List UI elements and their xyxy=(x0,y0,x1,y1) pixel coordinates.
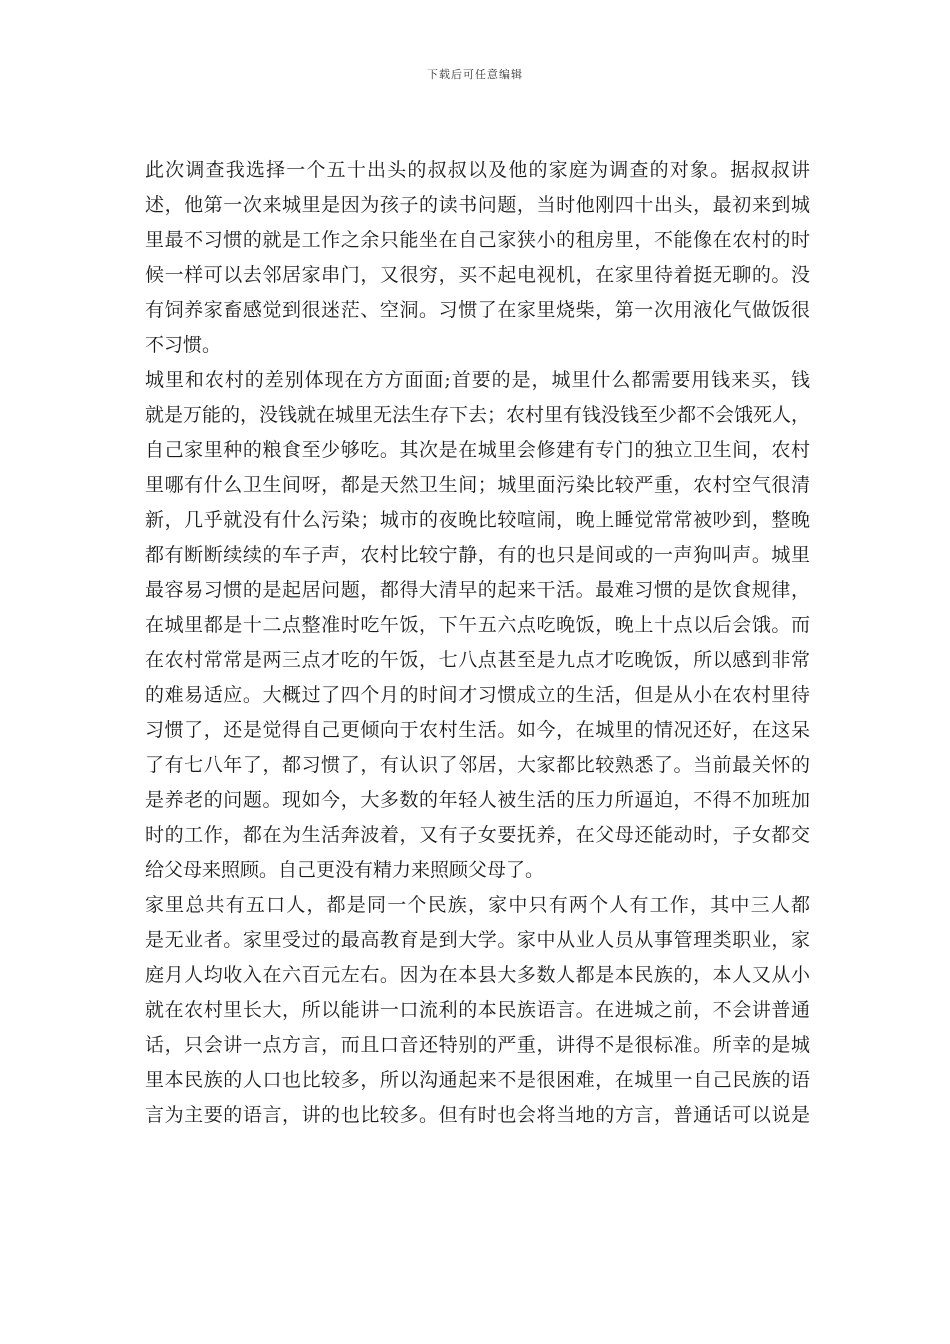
text-line: 城里和农村的差别体现在方方面面;首要的是，城里什么都需要用钱来买，钱 xyxy=(145,369,810,391)
paragraph-3 xyxy=(145,888,810,1133)
text-line: 自己家里种的粮食至少够吃。其次是在城里会修建有专门的独立卫生间，农村 xyxy=(145,439,810,461)
page-header-note: 下载后可任意编辑 xyxy=(427,68,523,81)
text-line: 在城里都是十二点整准时吃午饭，下午五六点吃晚饭，晚上十点以后会饿。而 xyxy=(145,614,810,636)
text-line: 言为主要的语言，讲的也比较多。但有时也会将当地的方言，普通话可以说是 xyxy=(145,1104,810,1126)
text-line: 最容易习惯的是起居问题，都得大清早的起来干活。最难习惯的是饮食规律， xyxy=(145,579,810,601)
text-line: 候一样可以去邻居家串门，又很穷，买不起电视机，在家里待着挺无聊的。没 xyxy=(145,264,810,286)
text-line: 了有七八年了，都习惯了，有认识了邻居，大家都比较熟悉了。当前最关怀的 xyxy=(145,754,810,776)
text-line: 有饲养家畜感觉到很迷茫、空洞。习惯了在家里烧柴，第一次用液化气做饭很 xyxy=(145,299,810,321)
text-line: 家里总共有五口人，都是同一个民族，家中只有两个人有工作，其中三人都 xyxy=(145,894,810,916)
text-line: 不习惯。 xyxy=(145,334,222,356)
text-line: 是无业者。家里受过的最高教育是到大学。家中从业人员从事管理类职业，家 xyxy=(145,929,810,951)
text-line: 的难易适应。大概过了四个月的时间才习惯成立的生活，但是从小在农村里待 xyxy=(145,684,810,706)
text-line: 庭月人均收入在六百元左右。因为在本县大多数人都是本民族的，本人又从小 xyxy=(145,964,810,986)
text-line: 给父母来照顾。自己更没有精力来照顾父母了。 xyxy=(145,859,545,881)
text-line: 里哪有什么卫生间呀，都是天然卫生间；城里面污染比较严重，农村空气很清 xyxy=(145,474,810,496)
text-line: 就是万能的，没钱就在城里无法生存下去；农村里有钱没钱至少都不会饿死人， xyxy=(145,404,811,426)
paragraph-2 xyxy=(145,363,810,888)
document-body xyxy=(145,153,810,1133)
text-line: 里最不习惯的就是工作之余只能坐在自己家狭小的租房里，不能像在农村的时 xyxy=(145,229,810,251)
text-line: 新，几乎就没有什么污染；城市的夜晚比较喧闹，晚上睡觉常常被吵到，整晚 xyxy=(145,509,810,531)
text-line: 述，他第一次来城里是因为孩子的读书问题，当时他刚四十出头，最初来到城 xyxy=(145,194,810,216)
paragraph-1 xyxy=(145,153,810,363)
text-line: 里本民族的人口也比较多，所以沟通起来不是很困难，在城里一自己民族的语 xyxy=(145,1069,810,1091)
text-line: 是养老的问题。现如今，大多数的年轻人被生活的压力所逼迫，不得不加班加 xyxy=(145,789,810,811)
text-line: 都有断断续续的车子声，农村比较宁静，有的也只是间或的一声狗叫声。城里 xyxy=(145,544,810,566)
text-line: 就在农村里长大，所以能讲一口流利的本民族语言。在进城之前，不会讲普通 xyxy=(145,999,810,1021)
text-line: 话，只会讲一点方言，而且口音还特别的严重，讲得不是很标准。所幸的是城 xyxy=(145,1034,810,1056)
text-line: 时的工作，都在为生活奔波着，又有子女要抚养，在父母还能动时，子女都交 xyxy=(145,824,810,846)
text-line: 在农村常常是两三点才吃的午饭，七八点甚至是九点才吃晚饭，所以感到非常 xyxy=(145,649,810,671)
text-line: 习惯了，还是觉得自己更倾向于农村生活。如今，在城里的情况还好，在这呆 xyxy=(145,719,810,741)
text-line: 此次调查我选择一个五十出头的叔叔以及他的家庭为调查的对象。据叔叔讲 xyxy=(145,159,810,181)
